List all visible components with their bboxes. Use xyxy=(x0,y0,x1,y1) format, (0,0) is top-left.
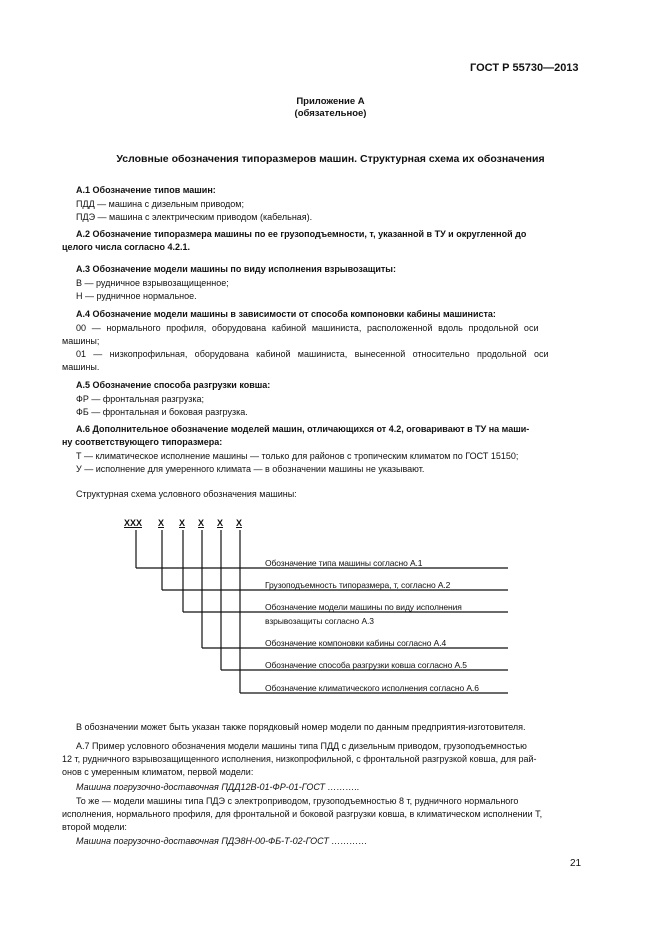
scheme-intro: Структурная схема условного обозначения машины: xyxy=(76,489,297,499)
a5-item-2: ФБ — фронтальная и боковая разгрузка. xyxy=(76,407,248,417)
mark-climate: Х xyxy=(236,518,243,528)
a7-example-2: Машина погрузочно-доставочная ПДЭ8Н-00-ФБ-Т-02-ГОСТ ………… xyxy=(76,836,368,846)
a4-heading: А.4 Обозначение модели машины в зависимости от способа компоновки кабины машиниста: xyxy=(76,309,496,319)
a1-item-2: ПДЭ — машина с электрическим приводом (кабельная). xyxy=(76,212,313,222)
mark-capacity: Х xyxy=(158,518,165,528)
a1-item-1: ПДД — машина с дизельным приводом; xyxy=(76,199,244,209)
a2-line-2: целого числа согласно 4.2.1. xyxy=(62,242,190,252)
mark-cabin-layout: Х xyxy=(198,518,205,528)
a3-item-2: Н — рудничное нормальное. xyxy=(76,291,197,301)
page-number: 21 xyxy=(570,858,582,869)
mark-type: ХХХ xyxy=(124,518,143,528)
label-climate: Обозначение климатического исполнения согласно А.6 xyxy=(265,683,479,693)
a7-line-6: второй модели: xyxy=(62,822,127,832)
label-cabin: Обозначение компоновки кабины согласно А.4 xyxy=(265,638,447,648)
label-unloading: Обозначение способа разгрузки ковша согласно А.5 xyxy=(265,660,467,670)
a2-line-1: А.2 Обозначение типоразмера машины по ее грузоподъемности, т, указанной в ТУ и округленной до xyxy=(76,229,527,239)
label-type: Обозначение типа машины согласно А.1 xyxy=(265,558,423,568)
a7-line-3: онов с умеренным климатом, первой модели: xyxy=(62,767,254,777)
a7-line-5: исполнения, нормального профиля, для фронтальной и боковой разгрузки ковша, в климатическом исполнении Т, xyxy=(62,809,543,819)
label-capacity: Грузоподъемность типоразмера, т, согласно А.2 xyxy=(265,580,451,590)
a1-heading: А.1 Обозначение типов машин: xyxy=(76,185,216,195)
a4-item-1-text: 00 — нормального профиля, оборудована кабиной машиниста, расположенной вдоль продольной оси xyxy=(76,323,539,333)
a3-heading: А.3 Обозначение модели машины по виду исполнения взрывозащиты: xyxy=(76,264,396,274)
a6-item-2: У — исполнение для умеренного климата — в обозначении машины не указывают. xyxy=(76,464,425,474)
a6-item-1: Т — климатическое исполнение машины — только для районов с тропическим климатом по ГОСТ 15150; xyxy=(76,451,519,461)
mark-explosion-protection: Х xyxy=(179,518,186,528)
a4-item-2-text: 01 — низкопрофильная, оборудована кабиной машиниста, вынесенной относительно продольной оси xyxy=(76,349,549,359)
label-explosion-1: Обозначение модели машины по виду исполнения xyxy=(265,602,462,612)
a6-line-2: ну соответствующего типоразмера: xyxy=(62,437,223,447)
a7-example-1: Машина погрузочно-доставочная ПДД12В-01-ФР-01-ГОСТ ……….. xyxy=(76,782,360,792)
a7-line-4: То же — модели машины типа ПДЭ с электроприводом, грузоподъемностью 8 т, рудничного нормального xyxy=(76,796,519,806)
appendix-title: Приложение А xyxy=(296,96,365,107)
doc-number: ГОСТ Р 55730—2013 xyxy=(470,62,579,74)
note: В обозначении может быть указан также порядковый номер модели по данным предприятия-изготовителя. xyxy=(76,722,526,732)
main-title: Условные обозначения типоразмеров машин. Структурная схема их обозначения xyxy=(116,153,545,165)
a3-item-1: В — рудничное взрывозащищенное; xyxy=(76,278,229,288)
label-explosion-2: взрывозащиты согласно А.3 xyxy=(265,616,374,626)
appendix-status: (обязательное) xyxy=(294,108,367,119)
a5-heading: А.5 Обозначение способа разгрузки ковша: xyxy=(76,380,271,390)
a7-line-2: 12 т, рудничного взрывозащищенного исполнения, низкопрофильной, с фронтальной разгрузкой ковша, для рай- xyxy=(62,754,537,764)
a6-line-1: А.6 Дополнительное обозначение моделей машин, отличающихся от 4.2, оговаривают в ТУ на маши- xyxy=(76,424,530,434)
a4-item-1-line-2: машины; xyxy=(62,336,100,346)
mark-unloading: Х xyxy=(217,518,224,528)
a5-item-1: ФР — фронтальная разгрузка; xyxy=(76,394,205,404)
a7-line-1: А.7 Пример условного обозначения модели машины типа ПДД с дизельным приводом, грузоподъемностью xyxy=(76,741,527,751)
a4-item-2-line-2: машины. xyxy=(62,362,100,372)
